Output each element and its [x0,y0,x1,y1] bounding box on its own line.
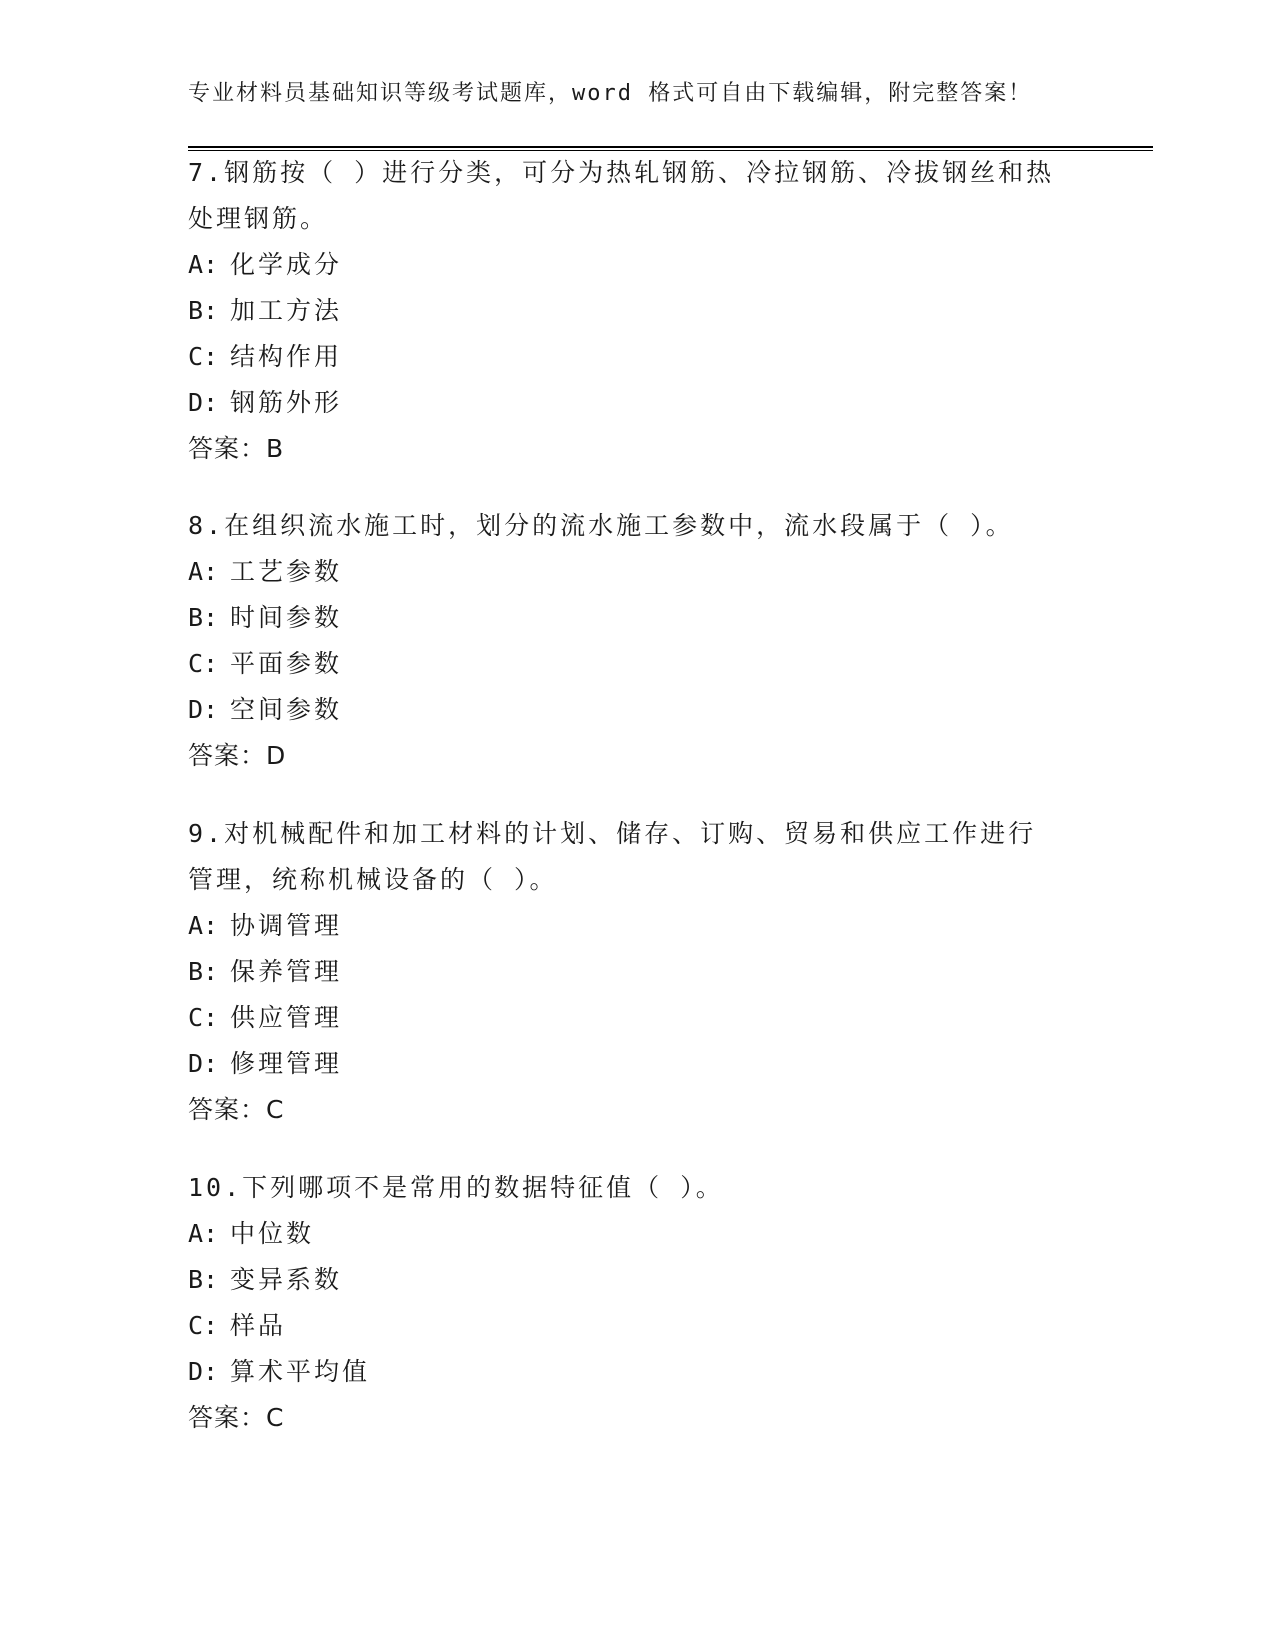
option-letter: A: [188,1219,219,1248]
option-a [188,1211,1088,1257]
option-text: 协调管理 [230,911,343,940]
option-text: 变异系数 [230,1265,343,1294]
option-d [188,1349,1088,1395]
option-text: 保养管理 [230,957,343,986]
option-letter: D: [188,695,219,724]
option-b [188,949,1088,995]
option-text: 工艺参数 [230,557,343,586]
option-text: 结构作用 [230,342,343,371]
option-letter: B: [188,957,219,986]
option-letter: C: [188,1003,219,1032]
answer-line: 答案：C [188,1095,285,1124]
option-letter: B: [188,296,219,325]
question-7 [188,150,1088,472]
option-b [188,1257,1088,1303]
question-8 [188,503,1088,779]
question-stem-line: 9.对机械配件和加工材料的计划、储存、订购、贸易和供应工作进行 [188,819,1037,848]
option-a [188,549,1088,595]
option-text: 钢筋外形 [230,388,343,417]
option-a [188,903,1088,949]
option-c [188,641,1088,687]
option-letter: B: [188,603,219,632]
option-letter: D: [188,1049,219,1078]
option-d [188,1041,1088,1087]
option-text: 供应管理 [230,1003,343,1032]
option-d [188,380,1088,426]
option-text: 修理管理 [230,1049,343,1078]
option-letter: B: [188,1265,219,1294]
option-d [188,687,1088,733]
option-letter: D: [188,1357,219,1386]
option-b [188,595,1088,641]
option-text: 时间参数 [230,603,343,632]
option-letter: A: [188,250,219,279]
option-letter: D: [188,388,219,417]
option-text: 空间参数 [230,695,343,724]
option-letter: C: [188,649,219,678]
option-c [188,1303,1088,1349]
option-letter: C: [188,1311,219,1340]
answer-line: 答案：C [188,1403,285,1432]
option-text: 化学成分 [230,250,343,279]
answer-line: 答案：B [188,434,285,463]
option-letter: C: [188,342,219,371]
option-letter: A: [188,557,219,586]
option-letter: A: [188,911,219,940]
question-stem-line: 管理，统称机械设备的（ ）。 [188,865,558,894]
page-header: 专业材料员基础知识等级考试题库，word 格式可自由下载编辑，附完整答案！ [188,81,1033,106]
option-a [188,242,1088,288]
answer-line: 答案：D [188,741,287,770]
question-stem-line: 7.钢筋按（ ）进行分类，可分为热轧钢筋、冷拉钢筋、冷拔钢丝和热 [188,158,1055,187]
option-text: 加工方法 [230,296,343,325]
option-b [188,288,1088,334]
question-stem-line: 8.在组织流水施工时，划分的流水施工参数中，流水段属于（ ）。 [188,511,1014,540]
option-c [188,995,1088,1041]
option-text: 平面参数 [230,649,343,678]
option-c [188,334,1088,380]
option-text: 算术平均值 [230,1357,371,1386]
question-9 [188,811,1088,1133]
option-text: 中位数 [230,1219,315,1248]
question-stem-line: 处理钢筋。 [188,204,329,233]
question-10 [188,1165,1088,1441]
question-stem-line: 10.下列哪项不是常用的数据特征值（ ）。 [188,1173,724,1202]
option-text: 样品 [230,1311,287,1340]
